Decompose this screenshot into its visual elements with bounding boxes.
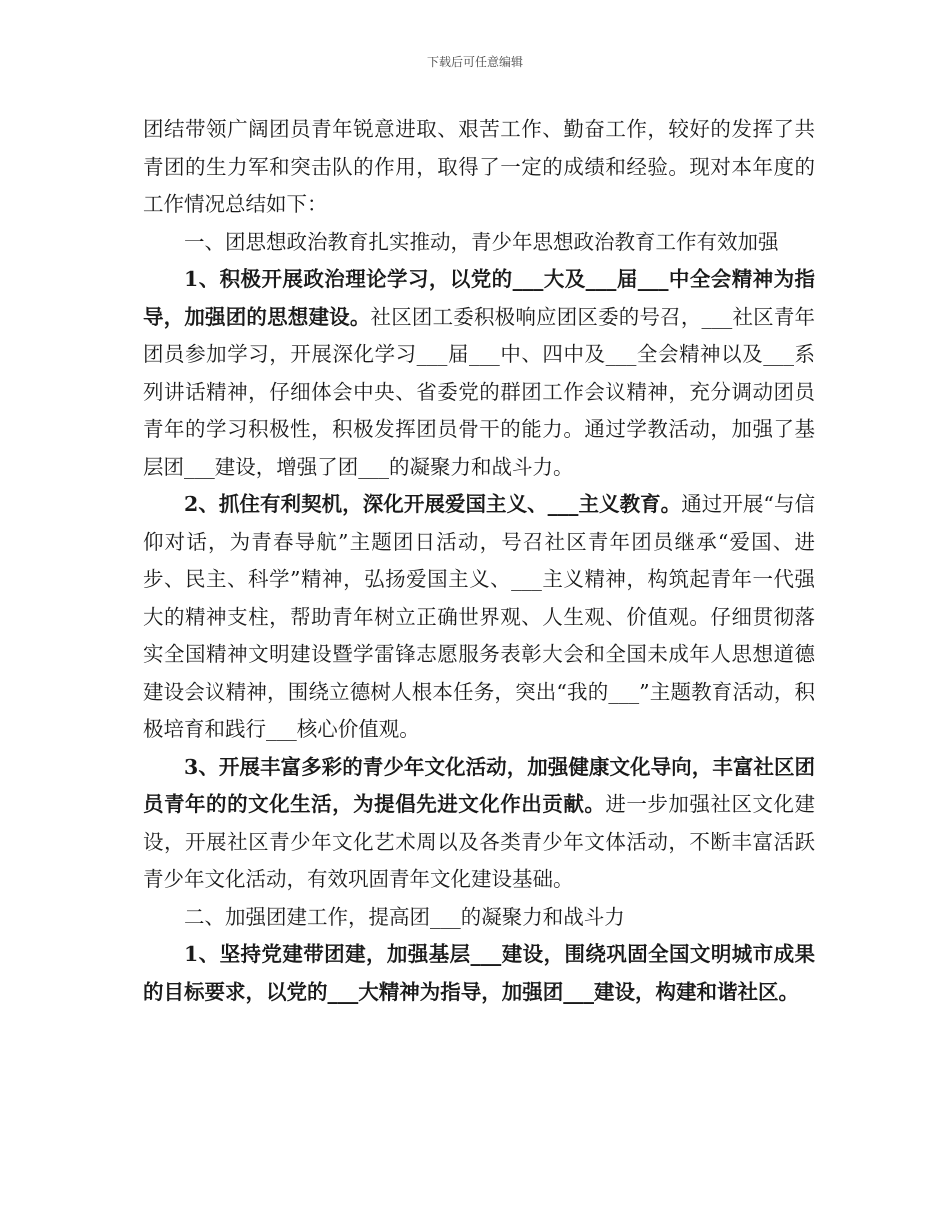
- paragraph-4: [143, 936, 815, 1011]
- section-heading-1: 一、团思想政治教育扎实推动，青少年思想政治教育工作有效加强: [184, 229, 779, 254]
- document-body: [143, 111, 815, 1011]
- paragraph-2-text: 通过开展“与信仰对话，为青春导航”主题团日活动，号召社区青年团员继承“爱国、进步、民主、科学”精神，弘扬爱国主义、___主义精神，构筑起青年一代强大的精神支柱，帮助青年树立正确世界观、人生观、价值观。仔细贯彻落实全国精神文明建设暨学雷锋志愿服务表彰大会和全国未成年人思想道德建设会议精神，围绕立德树人根本任务，突出“我的___”主题教育活动，积极培育和践行___核心价值观。: [143, 492, 815, 741]
- intro-paragraph: 团结带领广阔团员青年锐意进取、艰苦工作、勤奋工作，较好的发挥了共青团的生力军和突击队的作用，取得了一定的成绩和经验。现对本年度的工作情况总结如下：: [143, 117, 815, 216]
- paragraph-2: [143, 486, 815, 749]
- paragraph-3-text: 进一步加强社区文化建设，开展社区青少年文化艺术周以及各类青少年文体活动，不断丰富活跃青少年文化活动，有效巩固青年文化建设基础。: [143, 792, 816, 891]
- section-heading-2: 二、加强团建工作，提高团___的凝聚力和战斗力: [184, 904, 625, 929]
- paragraph-3-lead: 3、开展丰富多彩的青少年文化活动，加强健康文化导向，丰富社区团员青年的的文化生活，为提倡先进文化作出贡献。: [143, 754, 815, 816]
- page-header: 下载后可任意编辑: [426, 55, 523, 69]
- paragraph-3: [143, 749, 815, 899]
- paragraph-2-lead: 2、抓住有利契机，深化开展爱国主义、___主义教育。: [184, 492, 682, 516]
- paragraph-1: [143, 261, 815, 486]
- paragraph-1-text: 社区团工委积极响应团区委的号召，___社区青年团员参加学习，开展深化学习___届___中、四中及___全会精神以及___系列讲话精神，仔细体会中央、省委党的群团工作会议精神，充分调动团员青年的学习积极性，积极发挥团员骨干的能力。通过学教活动，加强了基层团___建设，增强了团___的凝聚力和战斗力。: [143, 304, 816, 479]
- paragraph-4-lead: 1、坚持党建带团建，加强基层___建设，围绕巩固全国文明城市成果的目标要求，以党的___大精神为指导，加强团___建设，构建和谐社区。: [143, 942, 815, 1004]
- paragraph-1-lead: 1、积极开展政治理论学习，以党的___大及___届___中全会精神为指导，加强团的思想建设。: [143, 267, 815, 329]
